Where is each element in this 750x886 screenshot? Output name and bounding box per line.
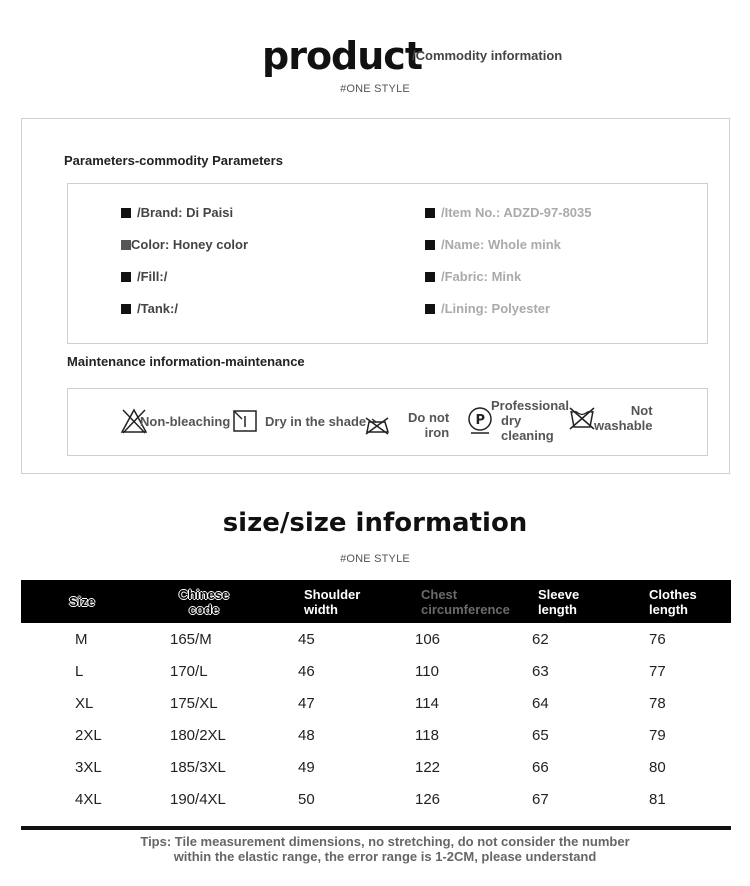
table-cell: 49 xyxy=(298,758,315,776)
not-washable-icon xyxy=(568,405,596,431)
bullet-square-icon xyxy=(425,304,435,314)
parameters-section-label: Parameters-commodity Parameters xyxy=(64,153,283,168)
table-cell: 175/XL xyxy=(170,694,218,712)
table-cell: M xyxy=(75,630,88,648)
table-cell: 3XL xyxy=(75,758,102,776)
bullet-square-icon xyxy=(121,240,131,250)
table-row xyxy=(21,687,731,719)
care-not-washable: Not washable xyxy=(568,403,653,433)
table-row xyxy=(21,751,731,783)
header-sleeve-length: Sleeve length xyxy=(538,586,580,617)
table-cell: 185/3XL xyxy=(170,758,226,776)
parameters-box xyxy=(67,183,708,344)
professional-dry-clean-icon xyxy=(466,405,494,437)
table-cell: 126 xyxy=(415,790,441,808)
page-title: product xyxy=(262,34,422,78)
table-cell: 110 xyxy=(415,662,439,680)
table-cell: 190/4XL xyxy=(170,790,226,808)
table-cell: 122 xyxy=(415,758,441,776)
table-cell: 170/L xyxy=(170,662,208,680)
table-cell: 4XL xyxy=(75,790,102,808)
table-cell: 50 xyxy=(298,790,315,808)
maintenance-box xyxy=(67,388,708,456)
table-cell: 67 xyxy=(532,790,549,808)
header-clothes-length: Clothes length xyxy=(649,586,697,617)
bullet-square-icon xyxy=(425,240,435,250)
table-cell: 62 xyxy=(532,630,549,648)
table-cell: 65 xyxy=(532,726,549,744)
bullet-square-icon xyxy=(121,304,131,314)
maintenance-section-label: Maintenance information-maintenance xyxy=(67,354,305,369)
table-cell: 106 xyxy=(415,630,441,648)
table-cell: 76 xyxy=(649,630,666,648)
tips-note: Tips: Tile measurement dimensions, no stretching, do not consider the number within the elastic range, the error range is 1-2CM, please understand xyxy=(140,834,630,864)
table-cell: 180/2XL xyxy=(170,726,226,744)
param-lining: /Lining: Polyester xyxy=(425,301,550,316)
table-row xyxy=(21,783,731,815)
table-bottom-rule xyxy=(21,826,731,830)
size-table-body xyxy=(21,623,731,815)
table-cell: 80 xyxy=(649,758,666,776)
param-name: /Name: Whole mink xyxy=(425,237,561,252)
svg-text:P: P xyxy=(475,412,486,428)
bullet-square-icon xyxy=(121,272,131,282)
style-tag: #ONE STYLE xyxy=(340,553,410,565)
param-brand: /Brand: Di Paisi xyxy=(121,205,233,220)
table-cell: 64 xyxy=(532,694,549,712)
size-table xyxy=(21,580,731,815)
do-not-iron-icon xyxy=(364,414,390,436)
table-cell: XL xyxy=(75,694,94,712)
table-cell: 118 xyxy=(415,726,439,744)
param-tank: /Tank:/ xyxy=(121,301,178,316)
table-cell: 165/M xyxy=(170,630,212,648)
bullet-square-icon xyxy=(425,208,435,218)
commodity-info-card xyxy=(21,118,730,474)
param-color: Color: Honey color xyxy=(121,237,248,252)
table-cell: 2XL xyxy=(75,726,102,744)
care-dry-in-shade: Dry in the shade xyxy=(233,410,366,432)
param-fill: /Fill:/ xyxy=(121,269,167,284)
header-chinese-code: Chinese code xyxy=(178,586,230,617)
table-cell: 45 xyxy=(298,630,315,648)
table-row xyxy=(21,655,731,687)
table-cell: 46 xyxy=(298,662,315,680)
table-cell: 81 xyxy=(649,790,666,808)
care-do-not-iron: Do not iron xyxy=(364,410,449,440)
table-row xyxy=(21,623,731,655)
size-section-title: size/size information xyxy=(222,508,528,538)
table-cell: L xyxy=(75,662,84,680)
product-header xyxy=(0,34,750,78)
table-cell: 114 xyxy=(415,694,439,712)
table-cell: 79 xyxy=(649,726,666,744)
header-chest-circumference: Chest circumference xyxy=(421,586,510,617)
style-tag: #ONE STYLE xyxy=(340,83,410,95)
care-professional-dry-cleaning: P Professional dry cleaning xyxy=(466,398,569,443)
param-item-no: /Item No.: ADZD-97-8035 xyxy=(425,205,592,220)
bullet-square-icon xyxy=(425,272,435,282)
table-row xyxy=(21,719,731,751)
table-cell: 48 xyxy=(298,726,315,744)
size-table-header xyxy=(21,580,731,623)
table-cell: 47 xyxy=(298,694,315,712)
header-size: Size xyxy=(69,594,96,609)
table-cell: 78 xyxy=(649,694,666,712)
table-cell: 77 xyxy=(649,662,666,680)
care-non-bleaching: Non-bleaching xyxy=(120,407,230,435)
table-cell: 63 xyxy=(532,662,549,680)
page-subtitle: /Commodity information xyxy=(412,48,563,63)
bullet-square-icon xyxy=(121,208,131,218)
param-fabric: /Fabric: Mink xyxy=(425,269,521,284)
table-cell: 66 xyxy=(532,758,549,776)
dry-in-shade-icon xyxy=(233,410,257,432)
header-shoulder-width: Shoulder width xyxy=(304,586,361,617)
